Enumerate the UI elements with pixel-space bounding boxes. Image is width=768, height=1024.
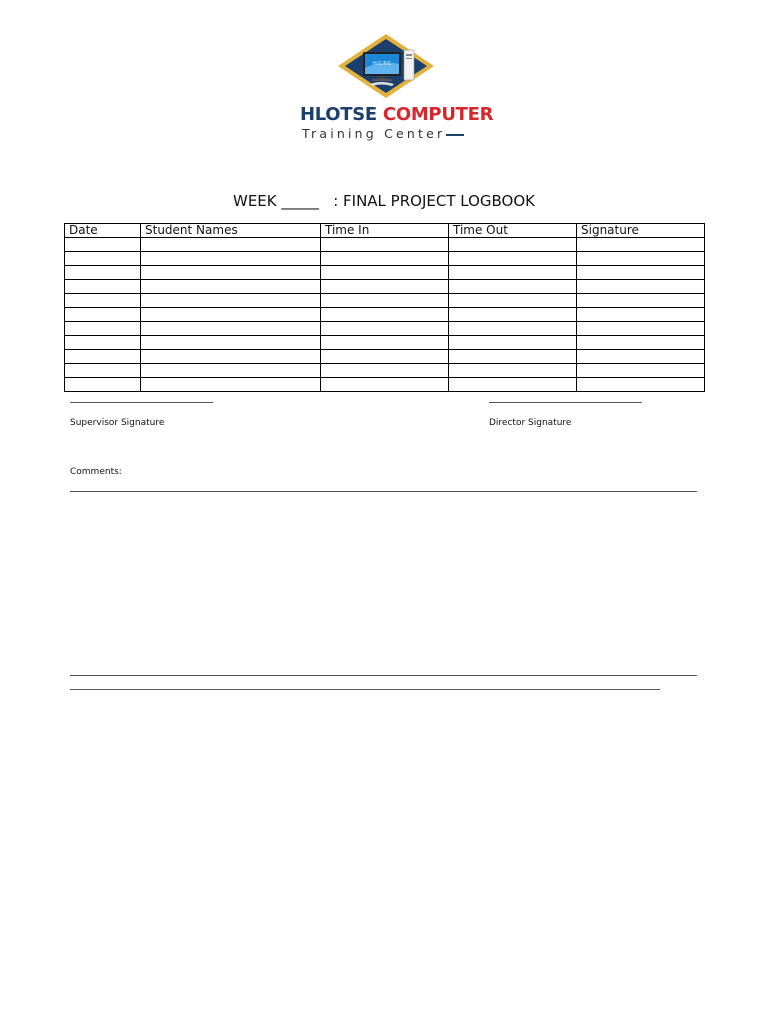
table-cell xyxy=(141,322,321,336)
table-cell xyxy=(65,364,141,378)
table-cell xyxy=(141,364,321,378)
table-row xyxy=(65,238,705,252)
table-cell xyxy=(141,252,321,266)
table-cell xyxy=(449,308,577,322)
table-row xyxy=(65,350,705,364)
table-cell xyxy=(449,266,577,280)
table-cell xyxy=(65,280,141,294)
table-body xyxy=(65,238,705,392)
table-cell xyxy=(449,322,577,336)
comment-line xyxy=(70,675,697,676)
supervisor-signature-line xyxy=(70,402,213,403)
table-cell xyxy=(577,350,705,364)
table-row xyxy=(65,322,705,336)
header-time-out: Time Out xyxy=(449,224,577,238)
header-student-names: Student Names xyxy=(141,224,321,238)
table-cell xyxy=(141,350,321,364)
header-signature: Signature xyxy=(577,224,705,238)
table-cell xyxy=(321,238,449,252)
header-date: Date xyxy=(65,224,141,238)
table-cell xyxy=(65,266,141,280)
table-row xyxy=(65,336,705,350)
table-row xyxy=(65,280,705,294)
table-cell xyxy=(321,350,449,364)
table-cell xyxy=(65,378,141,392)
table-cell xyxy=(65,336,141,350)
table-cell xyxy=(577,266,705,280)
svg-text:H.C.T.C: H.C.T.C xyxy=(373,61,391,67)
table-cell xyxy=(577,238,705,252)
table-cell xyxy=(141,336,321,350)
director-signature-line xyxy=(489,402,642,403)
logo-name-part1: HLOTSE xyxy=(300,104,377,125)
table-cell xyxy=(141,280,321,294)
table-cell xyxy=(321,336,449,350)
table-cell xyxy=(449,280,577,294)
table-row xyxy=(65,378,705,392)
table-cell xyxy=(577,252,705,266)
logo-subtitle xyxy=(302,126,480,141)
table-cell xyxy=(65,294,141,308)
table-cell xyxy=(577,294,705,308)
table-cell xyxy=(321,280,449,294)
table-cell xyxy=(321,322,449,336)
table-cell xyxy=(321,364,449,378)
table-cell xyxy=(141,266,321,280)
comments-label: Comments: xyxy=(70,467,122,477)
table-cell xyxy=(577,378,705,392)
table-cell xyxy=(321,308,449,322)
table-cell xyxy=(65,238,141,252)
table-cell xyxy=(65,252,141,266)
table-cell xyxy=(449,378,577,392)
comment-line xyxy=(70,689,660,690)
table-cell xyxy=(65,350,141,364)
table-row xyxy=(65,294,705,308)
table-row xyxy=(65,252,705,266)
comment-line xyxy=(70,491,697,492)
supervisor-signature-label: Supervisor Signature xyxy=(70,418,165,428)
table-cell xyxy=(321,266,449,280)
table-cell xyxy=(577,364,705,378)
table-cell xyxy=(449,364,577,378)
director-signature-label: Director Signature xyxy=(489,418,572,428)
table-row xyxy=(65,266,705,280)
table-header-row xyxy=(65,224,705,238)
table-cell xyxy=(321,252,449,266)
logbook-table xyxy=(64,223,705,392)
table-row xyxy=(65,364,705,378)
page-title: WEEK _____ : FINAL PROJECT LOGBOOK xyxy=(233,192,535,210)
table-cell xyxy=(577,280,705,294)
table-cell xyxy=(449,350,577,364)
company-logo xyxy=(300,34,494,146)
table-row xyxy=(65,308,705,322)
logo-subtitle-text: Training Center xyxy=(302,126,446,141)
computer-logo-icon xyxy=(336,34,436,98)
table-cell xyxy=(65,322,141,336)
table-cell xyxy=(321,378,449,392)
table-cell xyxy=(321,294,449,308)
logo-name-part2: COMPUTER xyxy=(382,104,494,125)
table-cell xyxy=(141,378,321,392)
table-cell xyxy=(141,308,321,322)
table-cell xyxy=(449,294,577,308)
table-cell xyxy=(449,336,577,350)
table-cell xyxy=(141,294,321,308)
table-cell xyxy=(141,238,321,252)
header-time-in: Time In xyxy=(321,224,449,238)
logo-name xyxy=(300,104,494,125)
logo-dash xyxy=(446,134,464,136)
table-cell xyxy=(449,238,577,252)
table-cell xyxy=(577,322,705,336)
table-cell xyxy=(577,308,705,322)
table-cell xyxy=(577,336,705,350)
table-cell xyxy=(65,308,141,322)
table-cell xyxy=(449,252,577,266)
